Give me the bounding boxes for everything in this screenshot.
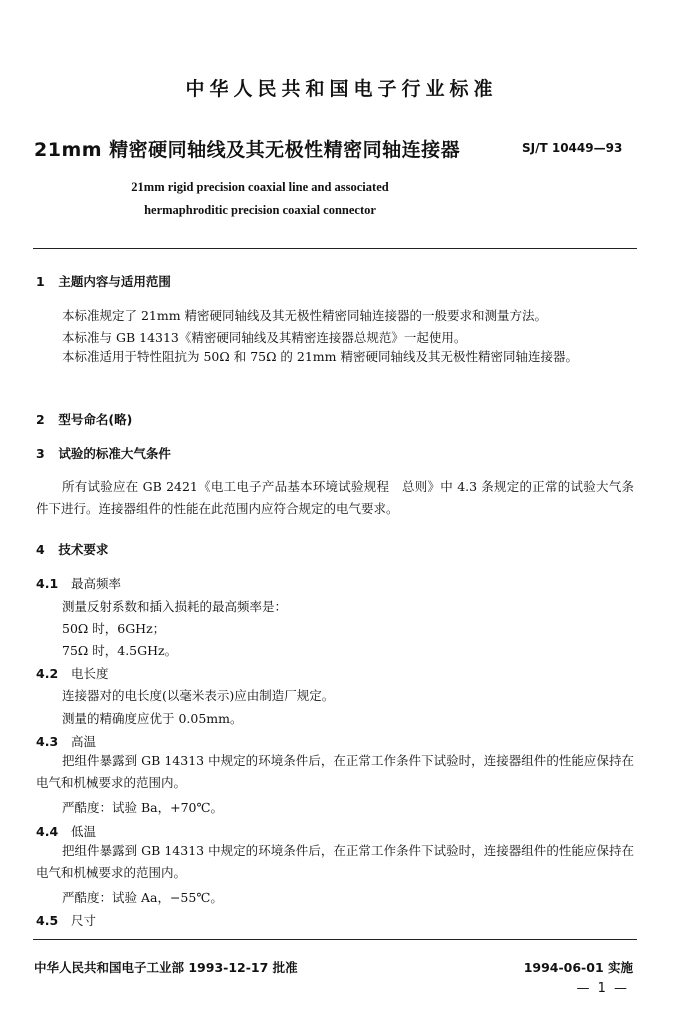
subsection-number: 4.3 [36, 734, 59, 749]
page-number: — 1 — [576, 981, 629, 996]
paragraph: 严酷度：试验 Ba，+70℃。 [62, 800, 223, 815]
paragraph: 测量反射系数和插入损耗的最高频率是： [62, 599, 288, 614]
section-title: 主题内容与适用范围 [58, 274, 171, 289]
section-2-heading [36, 410, 132, 428]
subsection-4-2-heading [36, 664, 109, 682]
subsection-title: 电长度 [70, 666, 109, 681]
subsection-number: 4.2 [36, 666, 59, 681]
subsection-4-1-heading [36, 574, 121, 592]
standard-type-heading: 中华人民共和国电子行业标准 [185, 78, 498, 100]
document-title-en-line1: 21mm rigid precision coaxial line and associated [131, 180, 389, 194]
section-number: 1 [36, 274, 45, 289]
effective-date: 1994-06-01 实施 [523, 960, 633, 975]
paragraph: 本标准适用于特性阻抗为 50Ω 和 75Ω 的 21mm 精密硬同轴线及其无极性精密同轴连接器。 [62, 349, 578, 364]
paragraph: 50Ω 时，6GHz； [62, 621, 166, 636]
approval-info: 中华人民共和国电子工业部 1993-12-17 批准 [34, 960, 298, 975]
section-title: 试验的标准大气条件 [58, 446, 171, 461]
subsection-4-3-heading [36, 732, 96, 750]
subsection-number: 4.4 [36, 824, 59, 839]
paragraph: 75Ω 时，4.5GHz。 [62, 643, 178, 658]
standard-code: SJ/T 10449—93 [522, 141, 623, 155]
section-number: 3 [36, 446, 45, 461]
section-3-heading [36, 444, 171, 462]
subsection-title: 低温 [70, 824, 96, 839]
subsection-title: 最高频率 [70, 576, 121, 591]
subsection-number: 4.5 [36, 913, 59, 928]
footer-divider [33, 939, 637, 940]
section-title: 技术要求 [58, 542, 109, 557]
paragraph: 连接器对的电长度(以毫米表示)应由制造厂规定。 [62, 688, 335, 703]
section-4-heading [36, 540, 108, 558]
document-title-en-line2: hermaphroditic precision coaxial connector [144, 203, 376, 217]
section-1-heading [36, 272, 171, 290]
subsection-4-4-heading [36, 822, 96, 840]
paragraph: 所有试验应在 GB 2421《电工电子产品基本环境试验规程 总则》中 4.3 条规定的正常的试验大气条件下进行。连接器组件的性能在此范围内应符合规定的电气要求。 [36, 479, 634, 516]
section-title: 型号命名(略) [58, 412, 133, 427]
paragraph: 把组件暴露到 GB 14313 中规定的环境条件后，在正常工作条件下试验时，连接器组件的性能应保持在电气和机械要求的范围内。 [36, 843, 634, 880]
subsection-title: 高温 [70, 734, 96, 749]
paragraph: 把组件暴露到 GB 14313 中规定的环境条件后，在正常工作条件下试验时，连接器组件的性能应保持在电气和机械要求的范围内。 [36, 753, 634, 790]
paragraph: 测量的精确度应优于 0.05mm。 [62, 711, 243, 726]
section-number: 4 [36, 542, 45, 557]
paragraph: 本标准规定了 21mm 精密硬同轴线及其无极性精密同轴连接器的一般要求和测量方法。 [62, 308, 548, 323]
paragraph: 本标准与 GB 14313《精密硬同轴线及其精密连接器总规范》一起使用。 [62, 330, 467, 345]
section-number: 2 [36, 412, 45, 427]
paragraph: 严酷度：试验 Aa，−55℃。 [62, 890, 223, 905]
subsection-number: 4.1 [36, 576, 59, 591]
header-divider [33, 248, 637, 249]
subsection-title: 尺寸 [70, 913, 96, 928]
document-title-cn: 21mm 精密硬同轴线及其无极性精密同轴连接器 [34, 139, 461, 161]
subsection-4-5-heading [36, 911, 96, 929]
